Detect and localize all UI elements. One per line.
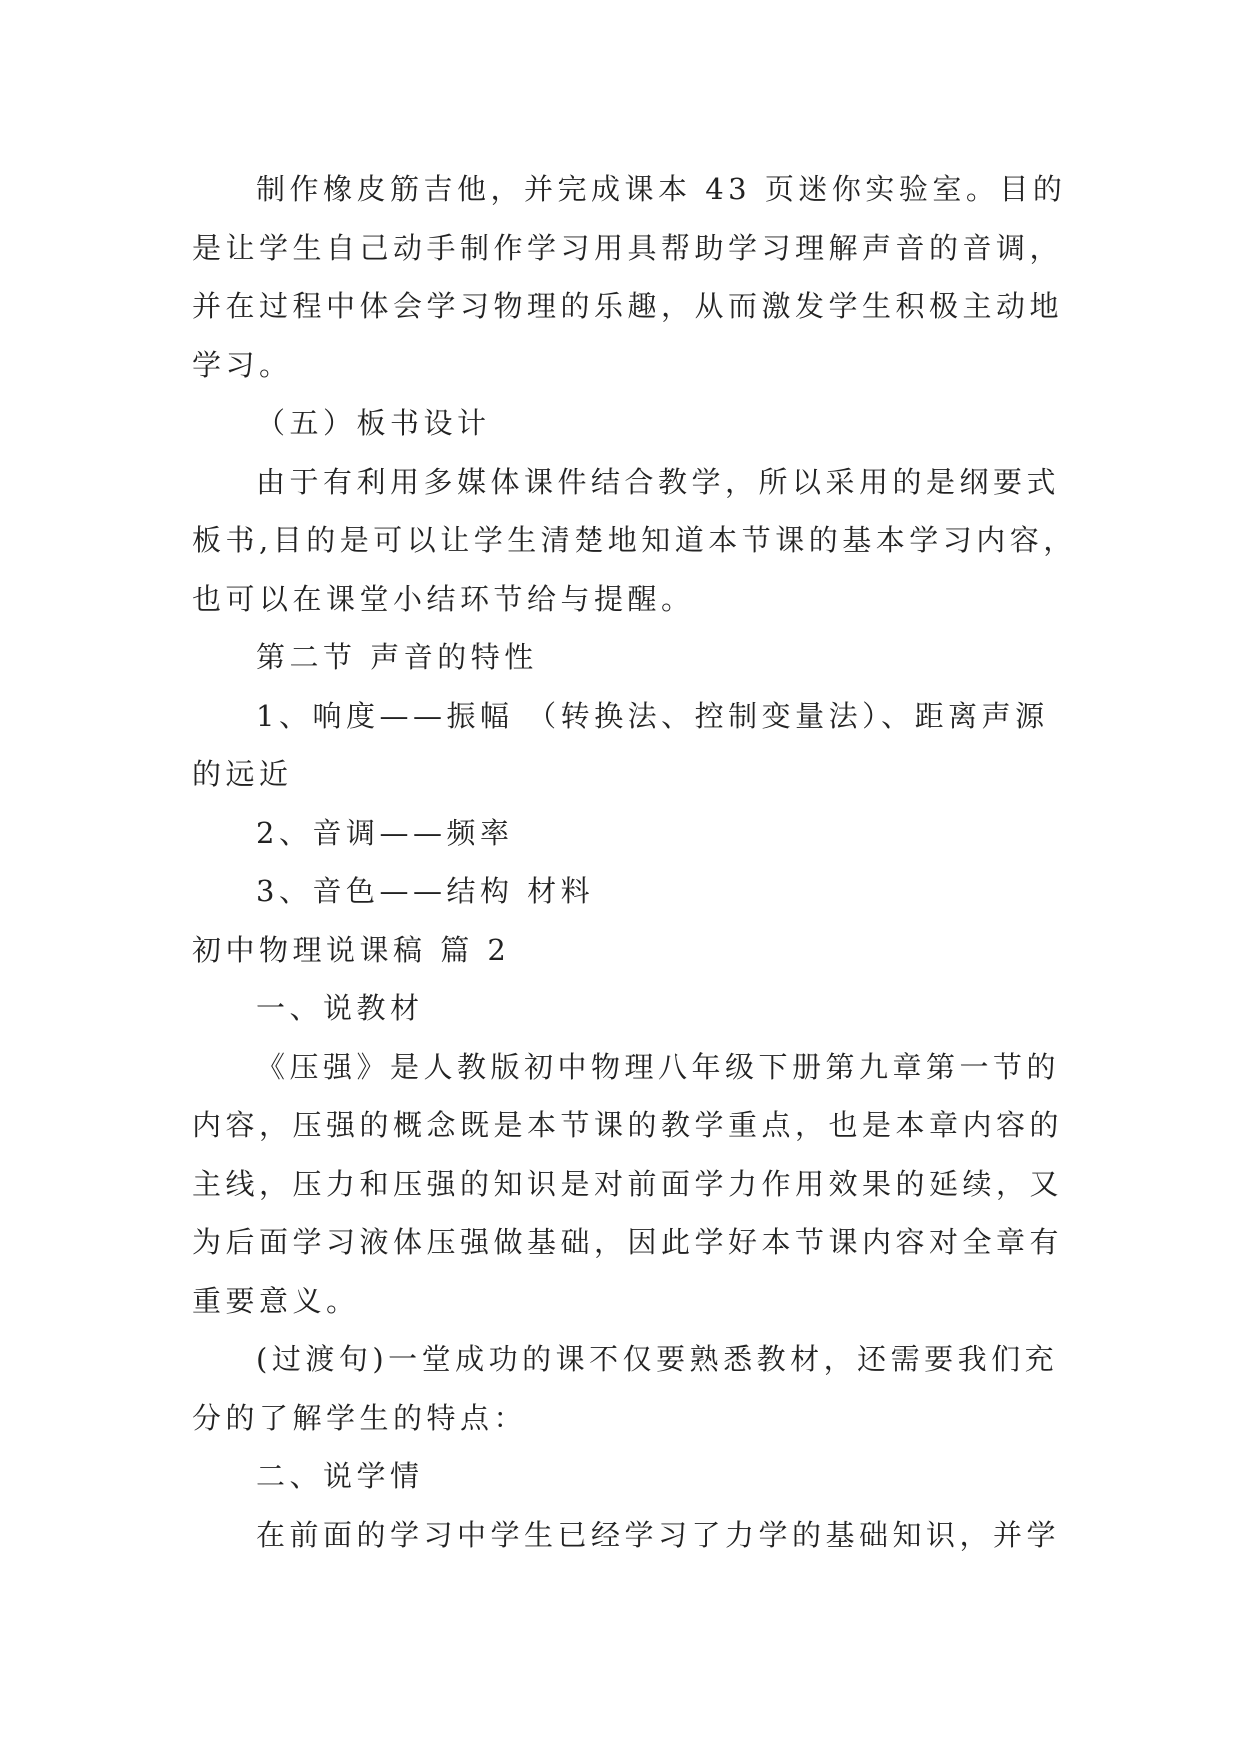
paragraph-line: 板书,目的是可以让学生清楚地知道本节课的基本学习内容， — [192, 523, 1077, 557]
board-item: 1、响度——振幅 （转换法、控制变量法）、距离声源 — [256, 698, 1049, 733]
document-body — [192, 160, 1077, 1564]
paragraph-line: 是让学生自己动手制作学习用具帮助学习理解声音的音调， — [192, 230, 1064, 265]
article-title: 初中物理说课稿 篇 2 — [192, 932, 511, 967]
paragraph-line: 由于有利用多媒体课件结合教学，所以采用的是纲要式 — [256, 464, 1061, 499]
board-item: 2、音调——频率 — [256, 815, 514, 850]
paragraph-line: 在前面的学习中学生已经学习了力学的基础知识，并学 — [256, 1517, 1061, 1552]
board-item: 3、音色——结构 材料 — [256, 874, 595, 908]
paragraph-line: (过渡句)一堂成功的课不仅要熟悉教材，还需要我们充 — [256, 1342, 1059, 1376]
board-item-continued: 的远近 — [192, 757, 293, 791]
paragraph-line: 学习。 — [192, 347, 293, 382]
section-heading: （五）板书设计 — [256, 406, 491, 440]
paragraph-line: 分的了解学生的特点： — [192, 1400, 528, 1435]
paragraph-line: 制作橡皮筋吉他，并完成课本 43 页迷你实验室。目的 — [256, 172, 1067, 206]
section-heading: 二、说学情 — [256, 1459, 424, 1493]
paragraph-line: 主线，压力和压强的知识是对前面学力作用效果的延续，又 — [192, 1166, 1064, 1201]
paragraph-line: 也可以在课堂小结环节给与提醒。 — [192, 581, 695, 616]
paragraph-line: 《压强》是人教版初中物理八年级下册第九章第一节的 — [256, 1049, 1061, 1084]
paragraph-line: 内容，压强的概念既是本节课的教学重点，也是本章内容的 — [192, 1108, 1064, 1142]
paragraph-line: 并在过程中体会学习物理的乐趣，从而激发学生积极主动地 — [192, 289, 1064, 323]
paragraph-line: 为后面学习液体压强做基础，因此学好本节课内容对全章有 — [192, 1225, 1064, 1259]
board-title: 第二节 声音的特性 — [256, 640, 538, 674]
paragraph-line: 重要意义。 — [192, 1283, 360, 1318]
section-heading: 一、说教材 — [256, 991, 424, 1025]
